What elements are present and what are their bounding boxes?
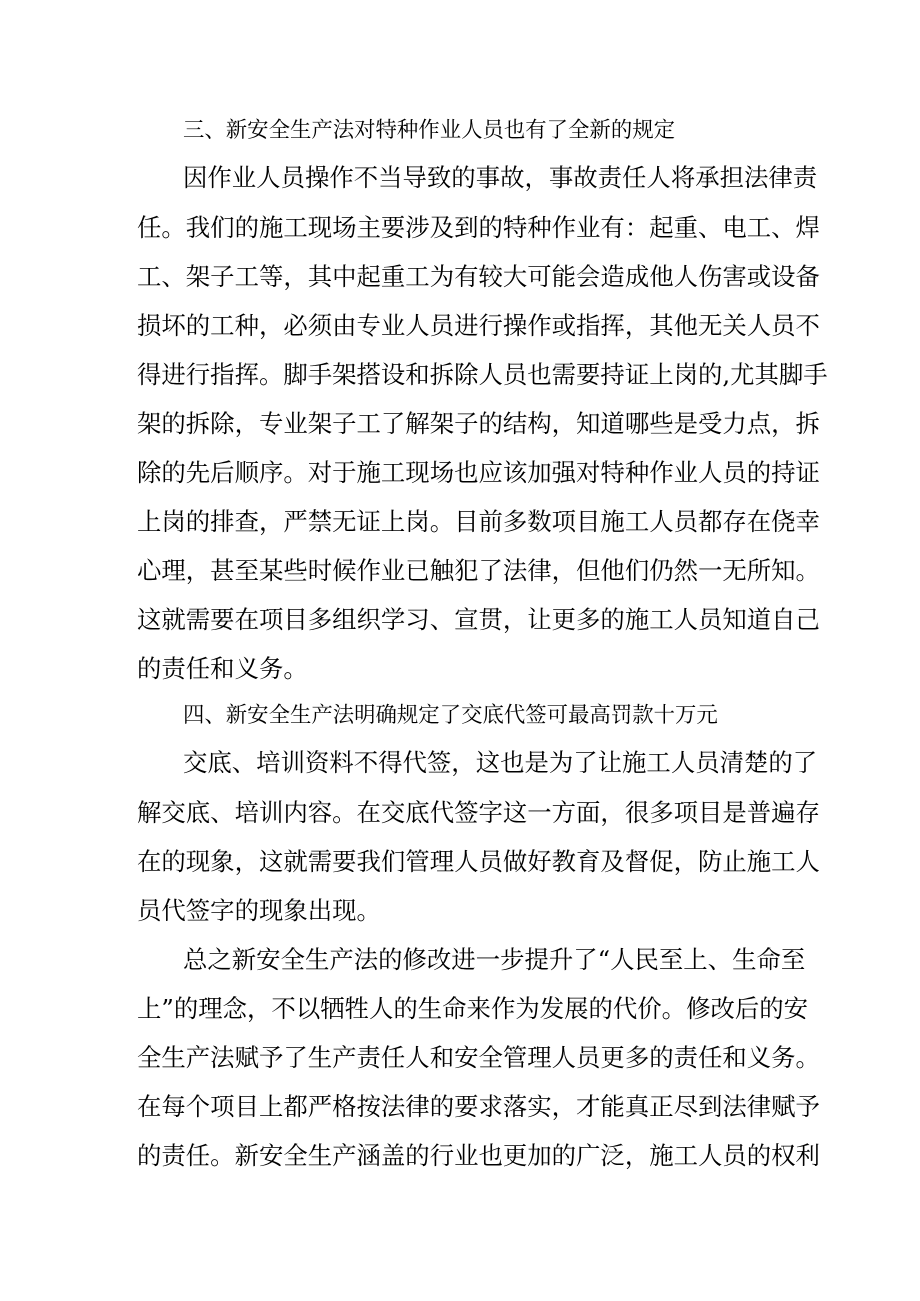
paragraph-line: 全生产法赋予了生产责任人和安全管理人员更多的责任和义务。: [137, 1043, 820, 1072]
paragraph-line: 在每个项目上都严格按法律的要求落实，才能真正尽到法律赋予: [137, 1092, 820, 1121]
section-heading: 三、新安全生产法对特种作业人员也有了全新的规定: [183, 118, 675, 143]
paragraph-line: 的责任和义务。: [137, 654, 308, 683]
paragraph-line: 解交底、培训内容。在交底代签字这一方面，很多项目是普遍存: [137, 798, 820, 827]
paragraph-line: 在的现象，这就需要我们管理人员做好教育及督促，防止施工人: [137, 847, 820, 876]
paragraph-line: 除的先后顺序。对于施工现场也应该加强对特种作业人员的持证: [137, 458, 820, 487]
paragraph-line: 因作业人员操作不当导致的事故，事故责任人将承担法律责: [183, 163, 818, 192]
paragraph-line: 任。我们的施工现场主要涉及到的特种作业有：起重、电工、焊: [137, 213, 820, 242]
paragraph-line: 工、架子工等，其中起重工为有较大可能会造成他人伤害或设备: [137, 262, 820, 291]
paragraph-line: 交底、培训资料不得代签，这也是为了让施工人员清楚的了: [183, 748, 818, 777]
paragraph-line: 得进行指挥。脚手架搭设和拆除人员也需要持证上岗的,尤其脚手: [137, 360, 828, 389]
paragraph-line: 心理，甚至某些时候作业已触犯了法律，但他们仍然一无所知。: [137, 556, 820, 585]
paragraph-line: 员代签字的现象出现。: [137, 896, 381, 925]
section-heading: 四、新安全生产法明确规定了交底代签可最高罚款十万元: [183, 703, 718, 728]
paragraph-line: 这就需要在项目多组织学习、宣贯，让更多的施工人员知道自己: [137, 605, 820, 634]
paragraph-line: 上”的理念，不以牺牲人的生命来作为发展的代价。修改后的安: [137, 994, 809, 1023]
paragraph-line: 架的拆除，专业架子工了解架子的结构，知道哪些是受力点，拆: [137, 409, 820, 438]
paragraph-line: 总之新安全生产法的修改进一步提升了“人民至上、生命至: [183, 945, 806, 974]
paragraph-line: 损坏的工种，必须由专业人员进行操作或指挥，其他无关人员不: [137, 311, 820, 340]
paragraph-line: 的责任。新安全生产涵盖的行业也更加的广泛，施工人员的权利: [137, 1141, 820, 1170]
paragraph-line: 上岗的排查，严禁无证上岗。目前多数项目施工人员都存在侥幸: [137, 507, 820, 536]
